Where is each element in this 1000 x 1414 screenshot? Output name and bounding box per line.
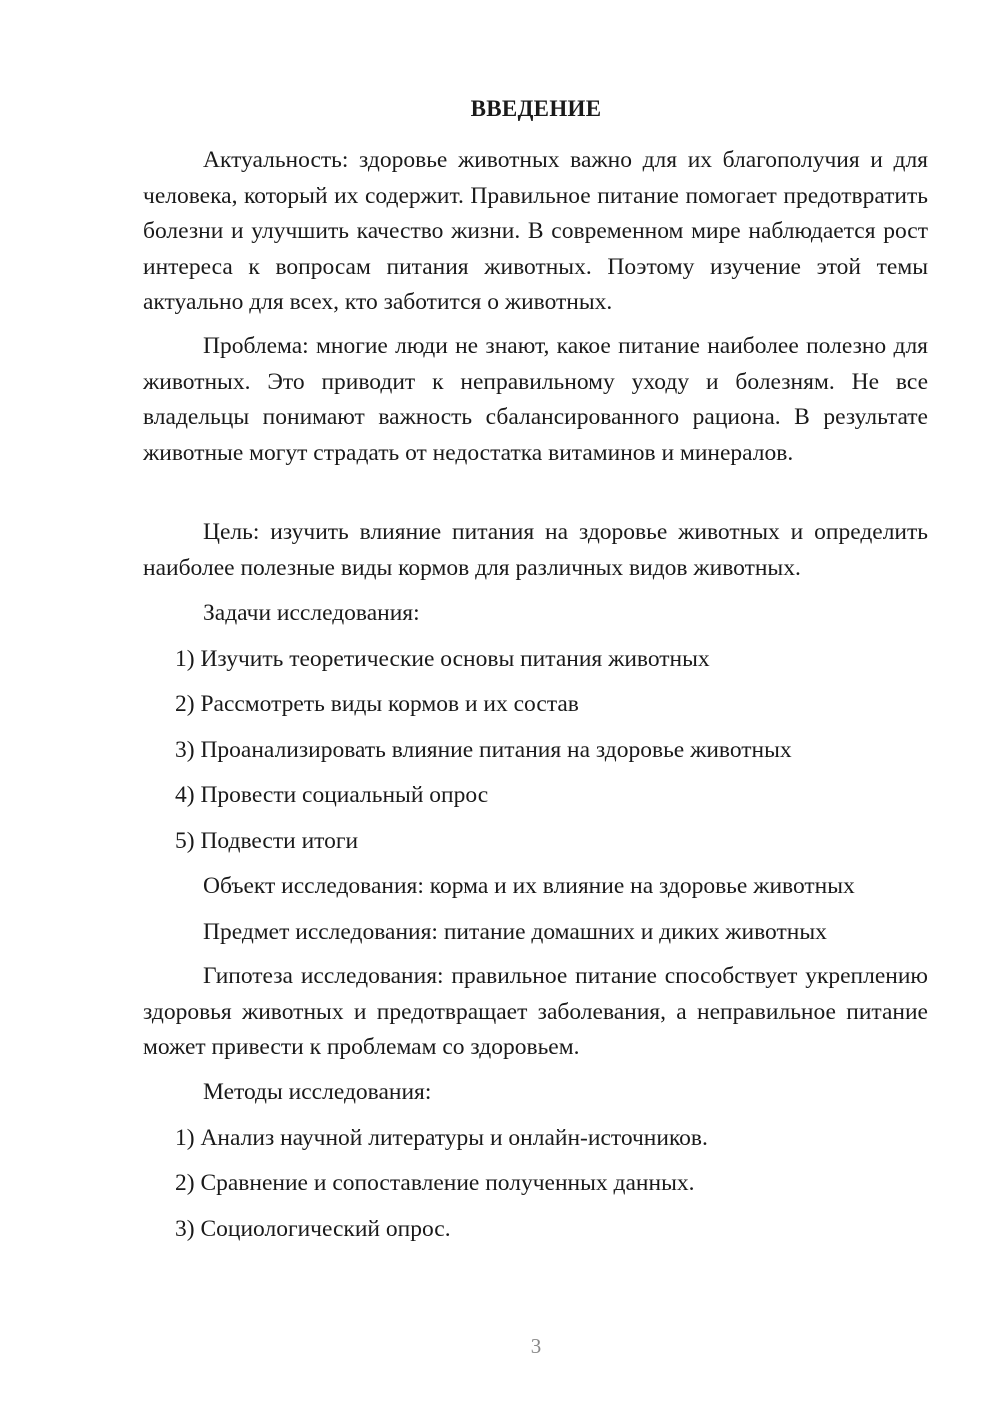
hypothesis-paragraph: Гипотеза исследования: правильное питание способствует укреплению здоровья животных и предотвращает заболевания, а неправильное питание может привести к проблемам со здоровьем. xyxy=(143,963,928,1060)
subject-line: Предмет исследования: питание домашних и диких животных xyxy=(203,919,827,945)
task-item: 4) Провести социальный опрос xyxy=(175,782,489,808)
method-item: 2) Сравнение и сопоставление полученных данных. xyxy=(175,1170,695,1196)
task-item: 2) Рассмотреть виды кормов и их состав xyxy=(175,691,579,717)
methods-heading: Методы исследования: xyxy=(203,1079,432,1105)
method-item: 3) Социологический опрос. xyxy=(175,1216,451,1242)
task-item: 5) Подвести итоги xyxy=(175,828,359,854)
goal-paragraph: Цель: изучить влияние питания на здоровье животных и определить наиболее полезные виды кормов для различных видов животных. xyxy=(143,519,928,581)
relevance-paragraph: Актуальность: здоровье животных важно для их благополучия и для человека, который их содержит. Правильное питание помогает предотвратить болезни и улучшить качество жизни. В современном мире наблюдается рост интереса к вопросам питания животных. Поэтому изучение этой темы актуально для всех, кто заботится о животных. xyxy=(143,147,928,315)
task-item: 3) Проанализировать влияние питания на здоровье животных xyxy=(175,737,792,763)
page-title: ВВЕДЕНИЕ xyxy=(470,96,602,121)
problem-paragraph: Проблема: многие люди не знают, какое питание наиболее полезно для животных. Это приводит к неправильному уходу и болезням. Не все владельцы понимают важность сбалансированного рациона. В результате животные могут страдать от недостатка витаминов и минералов. xyxy=(143,333,928,466)
tasks-heading: Задачи исследования: xyxy=(203,600,420,626)
object-line: Объект исследования: корма и их влияние на здоровье животных xyxy=(203,873,855,899)
task-item: 1) Изучить теоретические основы питания животных xyxy=(175,646,710,672)
method-item: 1) Анализ научной литературы и онлайн-источников. xyxy=(175,1125,708,1151)
page-number: 3 xyxy=(530,1334,542,1358)
